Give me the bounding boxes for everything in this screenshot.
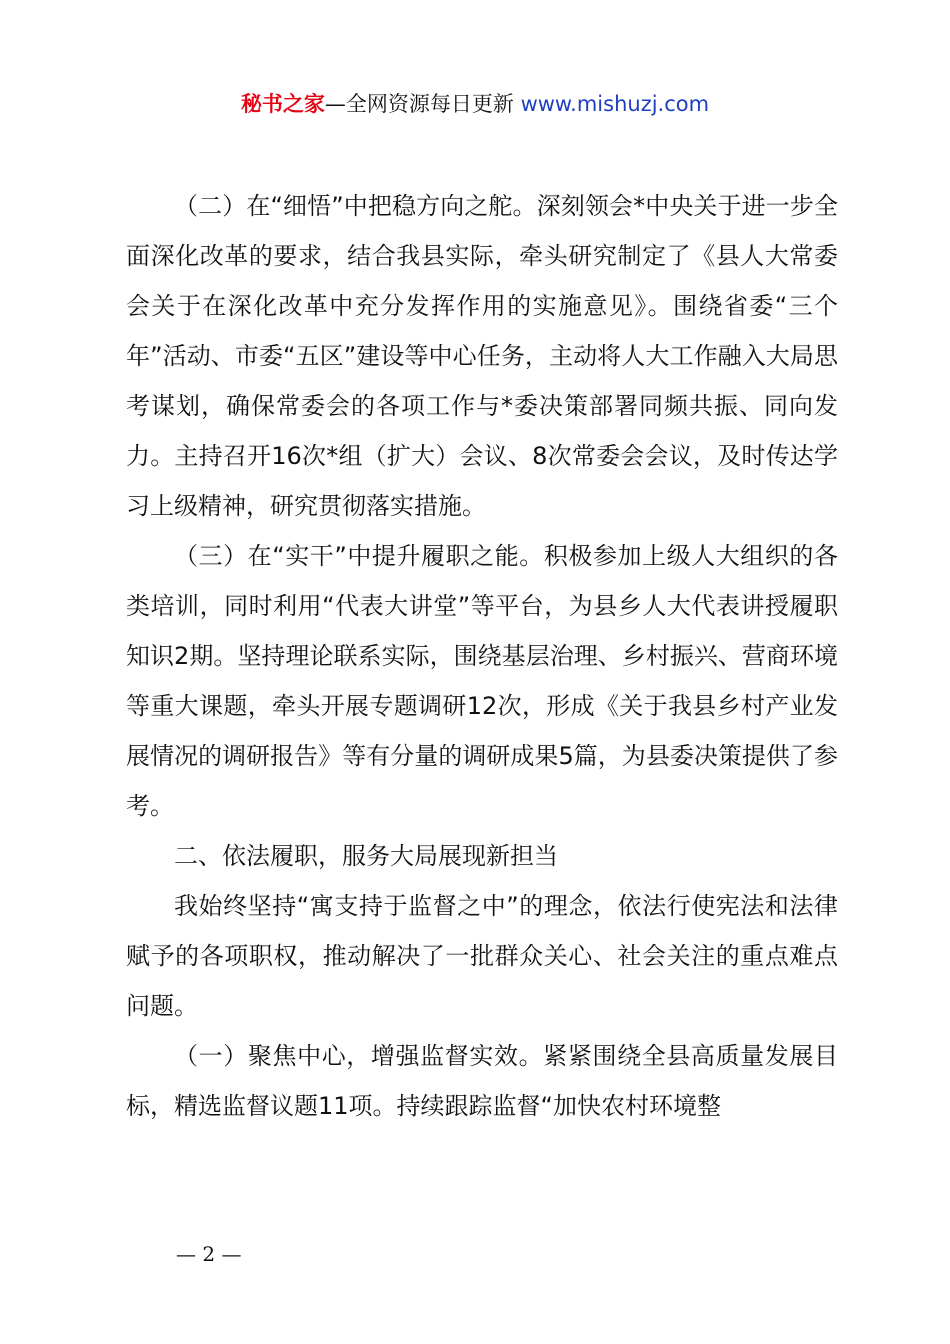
paragraph-2-3: （三）在“实干”中提升履职之能。积极参加上级人大组织的各类培训，同时利用“代表大讲堂”等平台，为县乡人大代表讲授履职知识2期。坚持理论联系实际，围绕基层治理、乡村振兴、营商环境等重大课题，牵头开展专题调研12次，形成《关于我县乡村产业发展情况的调研报告》等有分量的调研成果5篇，为县委决策提供了参考。	[126, 542, 838, 820]
paragraph-section2-1: （一）聚焦中心，增强监督实效。紧紧围绕全县高质量发展目标，精选监督议题11项。持续跟踪监督“加快农村环境整	[126, 1042, 838, 1120]
brand-name: 秘书之家	[240, 92, 325, 116]
site-banner	[0, 86, 950, 122]
page-number: — 2 —	[176, 1242, 242, 1266]
section-2-intro: 我始终坚持“寓支持于监督之中”的理念，依法行使宪法和法律赋予的各项职权，推动解决了一批群众关心、社会关注的重点难点问题。	[126, 892, 838, 1020]
site-url-link[interactable]: www.mishuzj.com	[520, 92, 710, 116]
banner-tagline: —全网资源每日更新	[324, 92, 521, 116]
paragraph-2-2: （二）在“细悟”中把稳方向之舵。深刻领会*中央关于进一步全面深化改革的要求，结合我县实际，牵头研究制定了《县人大常委会关于在深化改革中充分发挥作用的实施意见》。围绕省委“三个年”活动、市委“五区”建设等中心任务，主动将人大工作融入大局思考谋划，确保常委会的各项工作与*委决策部署同频共振、同向发力。主持召开16次*组（扩大）会议、8次常委会会议，及时传达学习上级精神，研究贯彻落实措施。	[126, 192, 838, 520]
document-body	[126, 181, 838, 1131]
section-heading-2: 二、依法履职，服务大局展现新担当	[174, 842, 558, 870]
